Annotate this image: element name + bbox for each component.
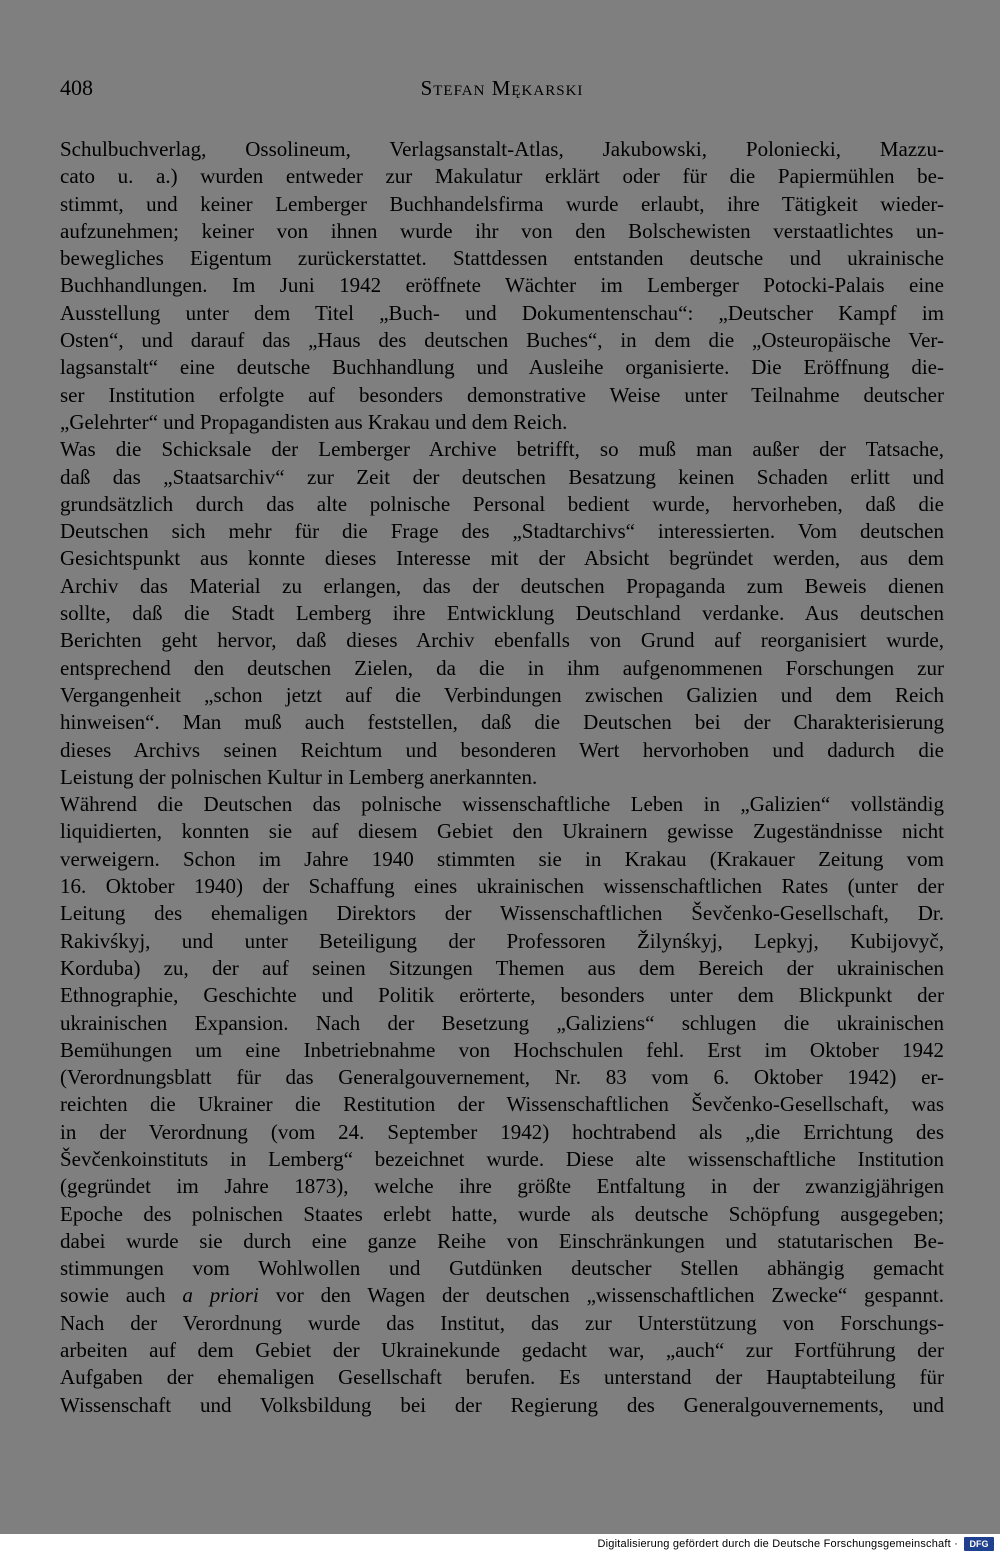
text-line: in der Verordnung (vom 24. September 1942) hochtrabend als „die Errichtung des [60,1119,944,1144]
text-line: Buchhandlungen. Im Juni 1942 eröffnete Wächter im Lemberger Potocki-Palais eine [60,273,944,298]
page-number: 408 [60,75,93,100]
text-line: (Verordnungsblatt für das Generalgouvernement, Nr. 83 vom 6. Oktober 1942) er- [60,1065,944,1090]
text-line: liquidierten, konnten sie auf diesem Gebiet den Ukrainern gewisse Zugeständnisse nicht [60,819,944,844]
text-line: Archiv das Material zu erlangen, das der deutschen Propaganda zum Beweis dienen [60,573,944,598]
text-line: ser Institution erfolgte auf besonders demonstrative Weise unter Teilnahme deutscher [60,382,944,407]
text-line: Aufgaben der ehemaligen Gesellschaft berufen. Es unterstand der Hauptabteilung für [60,1365,944,1390]
text-line: lagsanstalt“ eine deutsche Buchhandlung und Ausleihe organisierte. Die Eröffnung die- [60,355,944,380]
text-line: Ausstellung unter dem Titel „Buch- und Dokumentenschau“: „Deutscher Kampf im [60,300,944,325]
text-line: bewegliches Eigentum zurückerstattet. Stattdessen entstanden deutsche und ukrainische [60,246,944,271]
text-line: Ševčenkoinstituts in Lemberg“ bezeichnet wurde. Diese alte wissenschaftliche Institution [60,1146,944,1171]
text-line: Während die Deutschen das polnische wissenschaftliche Leben in „Galizien“ vollständig [60,792,944,817]
text-line: dabei wurde sie durch eine ganze Reihe von Einschränkungen und statutarischen Be- [60,1228,944,1253]
dfg-logo: DFG [964,1537,994,1551]
text-line: Epoche des polnischen Staates erlebt hatte, wurde als deutsche Schöpfung ausgegeben; [60,1201,944,1226]
text-line: „Gelehrter“ und Propagandisten aus Krakau und dem Reich. [60,409,568,434]
text-line: stimmungen vom Wohlwollen und Gutdünken deutscher Stellen abhängig gemacht [60,1256,944,1281]
body-text [60,136,944,1419]
text-line: dieses Archivs seinen Reichtum und besonderen Wert hervorhoben und dadurch die [60,737,944,762]
text-line: grundsätzlich durch das alte polnische Personal bedient wurde, hervorheben, daß die [60,491,944,516]
text-line: Berichten geht hervor, daß dieses Archiv ebenfalls von Grund auf reorganisiert wurde, [60,628,944,653]
text-line: Vergangenheit „schon jetzt auf die Verbindungen zwischen Galizien und dem Reich [60,682,944,707]
text-line: Nach der Verordnung wurde das Institut, das zur Unterstützung von Forschungs- [60,1310,944,1335]
text-line: aufzunehmen; keiner von ihnen wurde ihr von den Bolschewisten verstaatlichtes un- [60,218,944,243]
text-line: Rakivśkyj, und unter Beteiligung der Professoren Žilynśkyj, Lepkyj, Kubijovyč, [60,928,944,953]
footer-bar [0,1534,1000,1554]
text-line: Bemühungen um eine Inbetriebnahme von Hochschulen fehl. Erst im Oktober 1942 [60,1037,944,1062]
text-line: Ethnographie, Geschichte und Politik erörterte, besonders unter dem Blickpunkt der [60,983,944,1008]
running-head [60,70,944,106]
text-line: entsprechend den deutschen Zielen, da die in ihm aufgenommenen Forschungen zur [60,655,944,680]
text-line: cato u. a.) wurden entweder zur Makulatur erklärt oder für die Papiermühlen be- [60,164,944,189]
text-line: Schulbuchverlag, Ossolineum, Verlagsanstalt-Atlas, Jakubowski, Poloniecki, Mazzu- [60,137,944,161]
text-line: Osten“, und darauf das „Haus des deutschen Buches“, in dem die „Osteuropäische Ver- [60,328,944,353]
text-line: reichten die Ukrainer die Restitution der Wissenschaftlichen Ševčenko-Gesellschaft, was [60,1092,944,1117]
italic-phrase: a priori [182,1283,259,1308]
text-line: 16. Oktober 1940) der Schaffung eines ukrainischen wissenschaftlichen Rates (unter der [60,874,944,899]
text-line: stimmt, und keiner Lemberger Buchhandelsfirma wurde erlaubt, ihre Tätigkeit wieder- [60,191,944,216]
text-line: Deutschen sich mehr für die Frage des „Stadtarchivs“ interessierten. Vom deutschen [60,519,944,544]
text-line: Leitung des ehemaligen Direktors der Wissenschaftlichen Ševčenko-Gesellschaft, Dr. [60,901,944,926]
text-line: arbeiten auf dem Gebiet der Ukrainekunde gedacht war, „auch“ zur Fortführung der [60,1338,944,1363]
text-line: (gegründet im Jahre 1873), welche ihre größte Entfaltung in der zwanzigjährigen [60,1174,944,1199]
text-line: Gesichtspunkt aus konnte dieses Interesse mit der Absicht begründet werden, aus dem [60,546,944,571]
text-line: sollte, daß die Stadt Lemberg ihre Entwicklung Deutschland verdanke. Aus deutschen [60,601,944,626]
text-line: Wissenschaft und Volksbildung bei der Regierung des Generalgouvernements, und [60,1392,944,1417]
author-heading: Stefan Mękarski [420,76,584,100]
text-line: verweigern. Schon im Jahre 1940 stimmten sie in Krakau (Krakauer Zeitung vom [60,846,944,871]
text-line: daß das „Staatsarchiv“ zur Zeit der deutschen Besatzung keinen Schaden erlitt und [60,464,944,489]
funding-credit: Digitalisierung gefördert durch die Deutsche Forschungsgemeinschaft · [597,1538,958,1550]
text-line: Leistung der polnischen Kultur in Lemberg anerkannten. [60,764,538,789]
text-line: Korduba) zu, der auf seinen Sitzungen Themen aus dem Bereich der ukrainischen [60,955,944,980]
text-line: hinweisen“. Man muß auch feststellen, daß die Deutschen bei der Charakterisierung [60,710,944,735]
text-line: Was die Schicksale der Lemberger Archive betrifft, so muß man außer der Tatsache, [60,437,944,462]
text-line: sowie auch a priori vor den Wagen der deutschen „wissenschaftlichen Zwecke“ gespannt. [60,1283,944,1308]
text-line: ukrainischen Expansion. Nach der Besetzung „Galiziens“ schlugen die ukrainischen [60,1010,944,1035]
